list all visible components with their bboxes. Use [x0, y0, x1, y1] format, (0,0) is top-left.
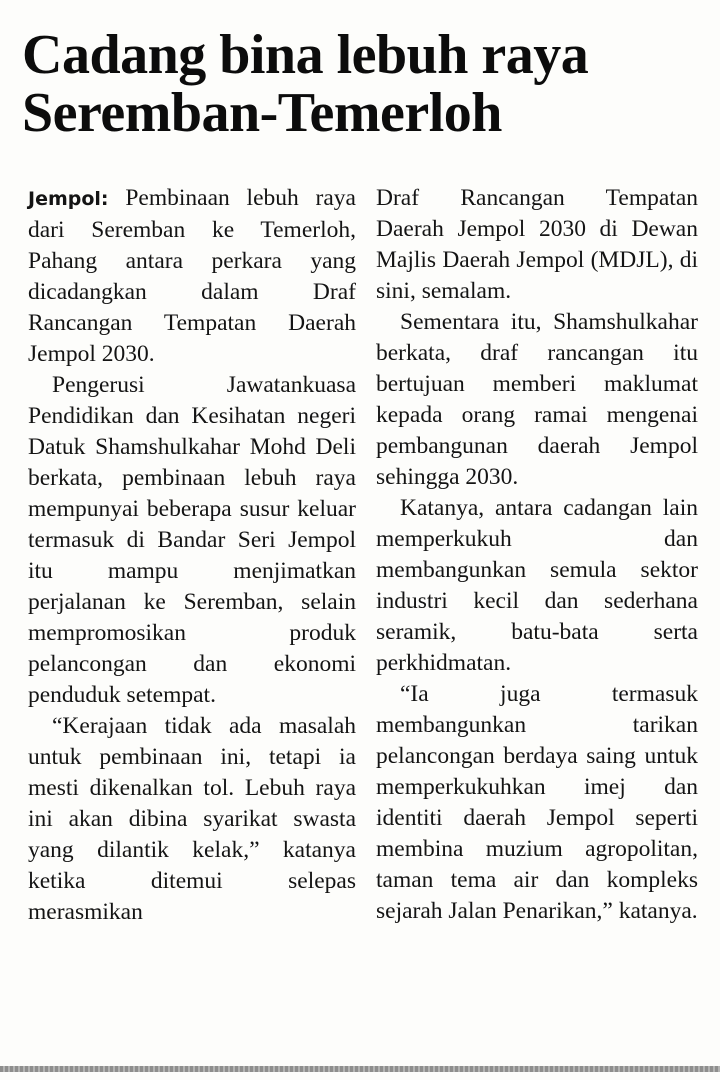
paragraph-6: Katanya, antara cadangan lain memperkukuh dan membangunkan semula sektor industri kecil dan sederhana seramik, batu-bata serta perkhidmatan. — [376, 495, 698, 676]
paragraph-4: Draf Rancangan Tempatan Daerah Jempol 2030 di Dewan Majlis Daerah Jempol (MDJL), di sini, semalam. — [376, 185, 698, 304]
article-column-1 — [28, 183, 356, 928]
headline-line-2: Seremban-Temerloh — [22, 82, 502, 144]
paragraph-3: “Kerajaan tidak ada masalah untuk pembinaan ini, tetapi ia mesti dikenalkan tol. Lebuh raya ini akan dibina syarikat swasta yang dilantik kelak,” katanya ketika ditemui selepas merasmikan — [28, 713, 356, 925]
headline — [22, 26, 702, 142]
page-bottom-rule — [0, 1066, 720, 1072]
dateline: Jempol: — [28, 188, 109, 210]
paragraph-1-text: Pembinaan lebuh raya dari Seremban ke Temerloh, Pahang antara perkara yang dicadangkan dalam Draf Rancangan Tempatan Daerah Jempol 2030. — [28, 185, 356, 367]
article-column-2 — [376, 183, 698, 927]
paragraph-2: Pengerusi Jawatankuasa Pendidikan dan Kesihatan negeri Datuk Shamshulkahar Mohd Deli berkata, pembinaan lebuh raya mempunyai beberapa susur keluar termasuk di Bandar Seri Jempol itu mampu menjimatkan perjalanan ke Seremban, selain mempromosikan produk pelancongan dan ekonomi penduduk setempat. — [28, 372, 356, 708]
paragraph-1 — [28, 183, 356, 370]
paragraph-5: Sementara itu, Shamshulkahar berkata, draf rancangan itu bertujuan memberi maklumat kepada orang ramai mengenai pembangunan daerah Jempol sehingga 2030. — [376, 309, 698, 490]
headline-line-1: Cadang bina lebuh raya — [22, 24, 589, 86]
paragraph-7: “Ia juga termasuk membangunkan tarikan pelancongan berdaya saing untuk memperkukuhkan imej dan identiti daerah Jempol seperti membina muzium agropolitan, taman tema air dan kompleks sejarah Jalan Penarikan,” katanya. — [376, 681, 698, 924]
